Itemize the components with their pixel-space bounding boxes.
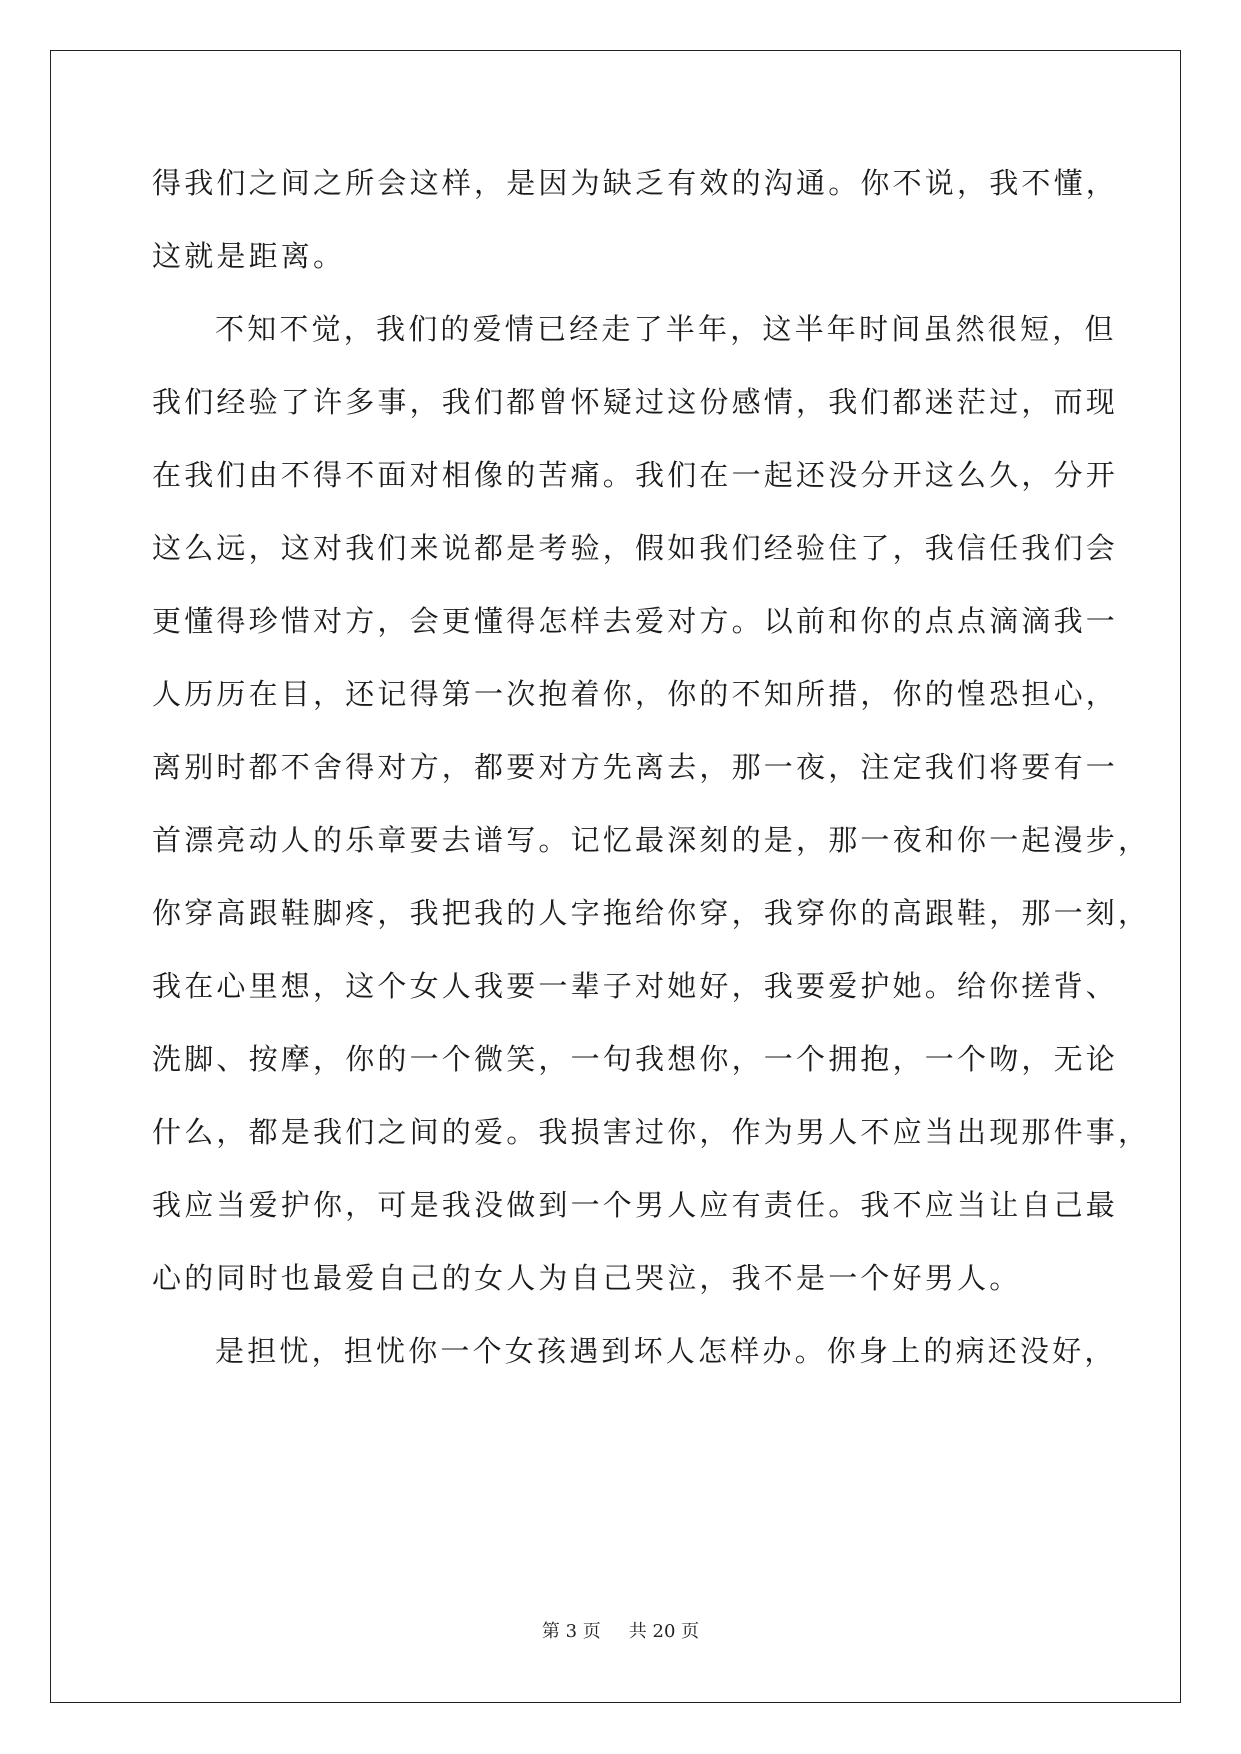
text-line: 更懂得珍惜对方，会更懂得怎样去爱对方。以前和你的点点滴滴我一 bbox=[152, 604, 1119, 638]
text-line: 你穿高跟鞋脚疼，我把我的人字拖给你穿，我穿你的高跟鞋，那一刻， bbox=[152, 896, 1151, 930]
text-line: 我在心里想，这个女人我要一辈子对她好，我要爱护她。给你搓背、 bbox=[152, 969, 1119, 1003]
page-number: 第 3 页 bbox=[541, 1621, 601, 1642]
text-line: 心的同时也最爱自己的女人为自己哭泣，我不是一个好男人。 bbox=[152, 1261, 1022, 1295]
page-border bbox=[50, 50, 1181, 1703]
text-line: 我应当爱护你，可是我没做到一个男人应有责任。我不应当让自己最 bbox=[152, 1188, 1119, 1222]
text-line: 是担忧，担忧你一个女孩遇到坏人怎样办。你身上的病还没好， bbox=[215, 1334, 1117, 1368]
text-line: 离别时都不舍得对方，都要对方先离去，那一夜，注定我们将要有一 bbox=[152, 750, 1119, 784]
page-total: 共 20 页 bbox=[628, 1621, 700, 1642]
text-line: 洗脚、按摩，你的一个微笑，一句我想你，一个拥抱，一个吻，无论 bbox=[152, 1042, 1119, 1076]
text-line: 这就是距离。 bbox=[152, 239, 346, 273]
text-line: 人历历在目，还记得第一次抱着你，你的不知所措，你的惶恐担心， bbox=[152, 677, 1119, 711]
text-line: 在我们由不得不面对相像的苦痛。我们在一起还没分开这么久，分开 bbox=[152, 458, 1119, 492]
text-line: 得我们之间之所会这样，是因为缺乏有效的沟通。你不说，我不懂， bbox=[152, 166, 1119, 200]
text-line: 不知不觉，我们的爱情已经走了半年，这半年时间虽然很短，但 bbox=[215, 312, 1117, 346]
text-line: 首漂亮动人的乐章要去谱写。记忆最深刻的是，那一夜和你一起漫步， bbox=[152, 823, 1151, 857]
text-line: 这么远，这对我们来说都是考验，假如我们经验住了，我信任我们会 bbox=[152, 531, 1119, 565]
text-line: 什么，都是我们之间的爱。我损害过你，作为男人不应当出现那件事， bbox=[152, 1115, 1151, 1149]
page-footer bbox=[0, 1620, 1241, 1644]
text-line: 我们经验了许多事，我们都曾怀疑过这份感情，我们都迷茫过，而现 bbox=[152, 385, 1119, 419]
